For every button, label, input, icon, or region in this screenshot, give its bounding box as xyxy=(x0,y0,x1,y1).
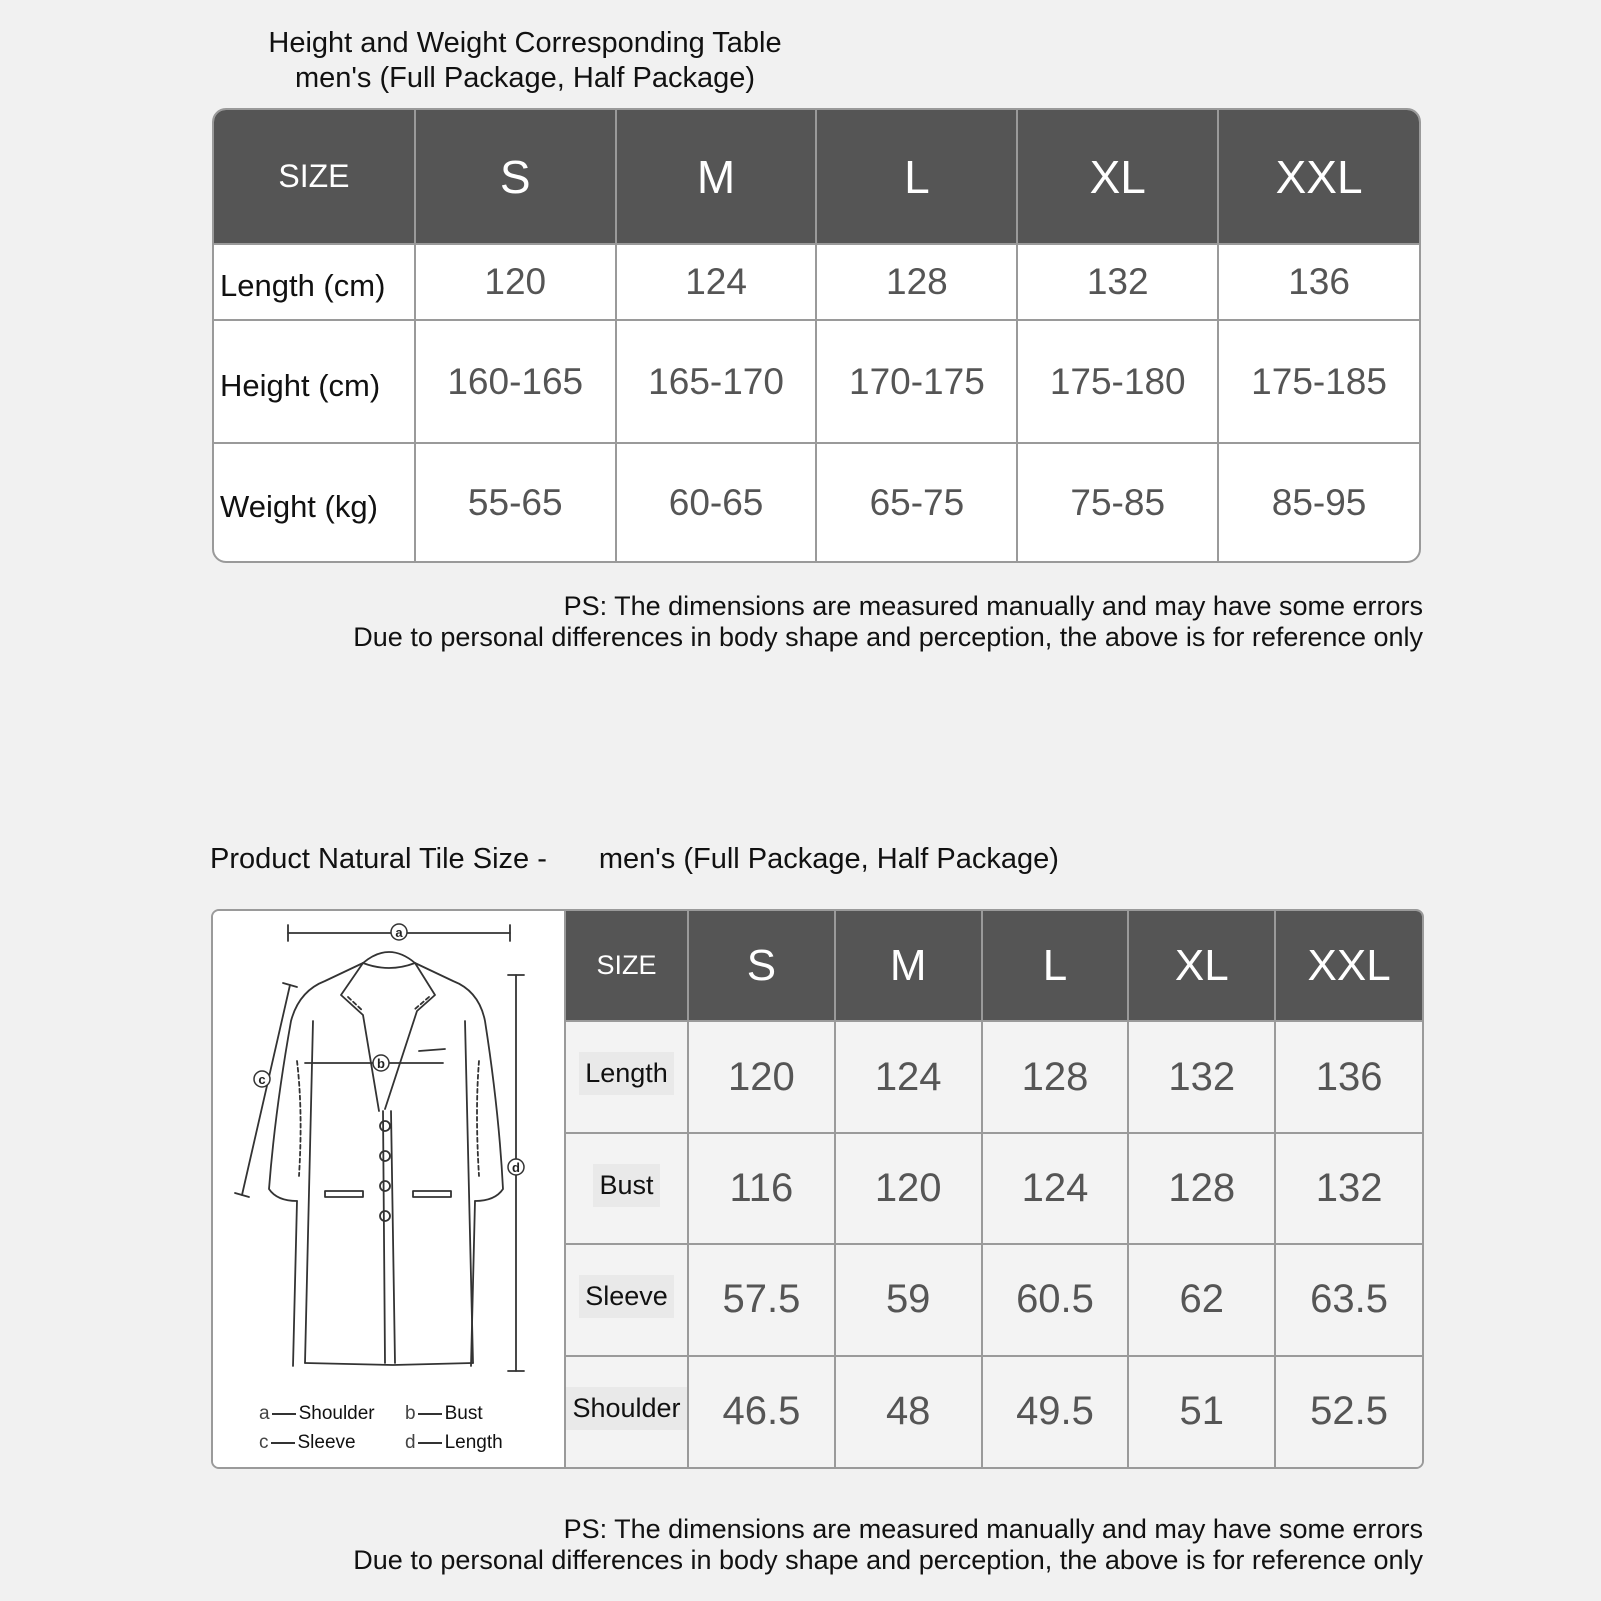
table-cell: 63.5 xyxy=(1275,1244,1422,1355)
table-row xyxy=(214,244,1419,320)
table-cell: 170-175 xyxy=(816,320,1017,443)
legend-label: Length xyxy=(444,1432,503,1453)
row-label-text: Sleeve xyxy=(579,1275,674,1318)
table-cell: 65-75 xyxy=(816,443,1017,561)
legend-key: d xyxy=(405,1432,416,1453)
table-cell: 124 xyxy=(982,1133,1129,1244)
table-row xyxy=(214,320,1419,443)
legend-label: Sleeve xyxy=(297,1432,356,1453)
title1-line1: Height and Weight Corresponding Table xyxy=(268,27,782,59)
header-xl: XL xyxy=(1128,911,1275,1021)
note-line2: Due to personal differences in body shape and perception, the above is for reference only xyxy=(353,622,1423,652)
table-cell: 124 xyxy=(835,1021,982,1132)
table-cell: 136 xyxy=(1218,244,1419,320)
table-cell: 55-65 xyxy=(415,443,616,561)
legend-item-shoulder xyxy=(259,1403,375,1425)
header-l: L xyxy=(982,911,1129,1021)
height-weight-table-title xyxy=(215,26,835,96)
table-row xyxy=(566,1356,1422,1467)
legend-key: a xyxy=(259,1403,270,1424)
table-cell: 120 xyxy=(835,1133,982,1244)
legend-key: c xyxy=(259,1432,269,1453)
measurement-note xyxy=(353,1514,1423,1576)
table-cell: 57.5 xyxy=(688,1244,835,1355)
tile-size-title xyxy=(210,842,1059,876)
marker-a: a xyxy=(395,925,403,940)
table-cell: 132 xyxy=(1275,1133,1422,1244)
marker-d: d xyxy=(512,1160,520,1175)
table-cell: 52.5 xyxy=(1275,1356,1422,1467)
row-label: Length (cm) xyxy=(214,244,415,320)
legend-item-length xyxy=(405,1432,503,1454)
legend-item-bust xyxy=(405,1403,483,1425)
table-row xyxy=(566,1021,1422,1132)
header-m: M xyxy=(835,911,982,1021)
row-label-text: Shoulder xyxy=(566,1387,686,1430)
header-xl: XL xyxy=(1017,110,1218,244)
coat-diagram xyxy=(213,911,566,1467)
table-cell: 128 xyxy=(816,244,1017,320)
legend-key: b xyxy=(405,1403,416,1424)
table-cell: 160-165 xyxy=(415,320,616,443)
row-label: Weight (kg) xyxy=(214,443,415,561)
table-cell: 46.5 xyxy=(688,1356,835,1467)
header-s: S xyxy=(415,110,616,244)
table-row xyxy=(566,1133,1422,1244)
table-cell: 51 xyxy=(1128,1356,1275,1467)
legend-label: Bust xyxy=(444,1403,483,1424)
table-header-row xyxy=(214,110,1419,244)
row-label-text: Length xyxy=(579,1052,674,1095)
legend-label: Shoulder xyxy=(298,1403,375,1424)
table-cell: 124 xyxy=(616,244,817,320)
row-label-text: Bust xyxy=(593,1164,659,1207)
header-size: SIZE xyxy=(566,911,688,1021)
tile-size-table xyxy=(566,911,1422,1467)
note-line1: PS: The dimensions are measured manually and may have some errors xyxy=(563,1514,1423,1544)
table-cell: 120 xyxy=(688,1021,835,1132)
legend-item-sleeve xyxy=(259,1432,356,1454)
table-cell: 136 xyxy=(1275,1021,1422,1132)
row-label: Height (cm) xyxy=(214,320,415,443)
table-cell: 62 xyxy=(1128,1244,1275,1355)
note-line1: PS: The dimensions are measured manually and may have some errors xyxy=(563,591,1423,621)
table-cell: 49.5 xyxy=(982,1356,1129,1467)
table-cell: 165-170 xyxy=(616,320,817,443)
height-weight-table xyxy=(212,108,1421,563)
table-cell: 128 xyxy=(982,1021,1129,1132)
note-line2: Due to personal differences in body shape and perception, the above is for reference only xyxy=(353,1545,1423,1575)
title2-part2: men's (Full Package, Half Package) xyxy=(598,843,1059,875)
table-row xyxy=(566,1244,1422,1355)
header-m: M xyxy=(616,110,817,244)
table-cell: 120 xyxy=(415,244,616,320)
title1-line2: men's (Full Package, Half Package) xyxy=(294,62,756,94)
row-label xyxy=(566,1133,688,1244)
coat-illustration xyxy=(213,911,566,1467)
row-label xyxy=(566,1356,688,1467)
table-cell: 60.5 xyxy=(982,1244,1129,1355)
tile-size-panel xyxy=(211,909,1424,1469)
table-cell: 85-95 xyxy=(1218,443,1419,561)
table-row xyxy=(214,443,1419,561)
title2-part1: Product Natural Tile Size - xyxy=(210,843,547,875)
table-cell: 60-65 xyxy=(616,443,817,561)
header-s: S xyxy=(688,911,835,1021)
row-label xyxy=(566,1244,688,1355)
table-cell: 175-185 xyxy=(1218,320,1419,443)
table-cell: 116 xyxy=(688,1133,835,1244)
table-cell: 132 xyxy=(1128,1021,1275,1132)
table-cell: 48 xyxy=(835,1356,982,1467)
table-cell: 175-180 xyxy=(1017,320,1218,443)
table-cell: 128 xyxy=(1128,1133,1275,1244)
marker-c: c xyxy=(258,1072,266,1087)
table-cell: 75-85 xyxy=(1017,443,1218,561)
header-size: SIZE xyxy=(214,110,415,244)
table-cell: 132 xyxy=(1017,244,1218,320)
measurement-note xyxy=(353,591,1423,653)
header-xxl: XXL xyxy=(1275,911,1422,1021)
header-l: L xyxy=(816,110,1017,244)
header-xxl: XXL xyxy=(1218,110,1419,244)
table-header-row xyxy=(566,911,1422,1021)
marker-b: b xyxy=(377,1056,385,1071)
table-cell: 59 xyxy=(835,1244,982,1355)
row-label xyxy=(566,1021,688,1132)
